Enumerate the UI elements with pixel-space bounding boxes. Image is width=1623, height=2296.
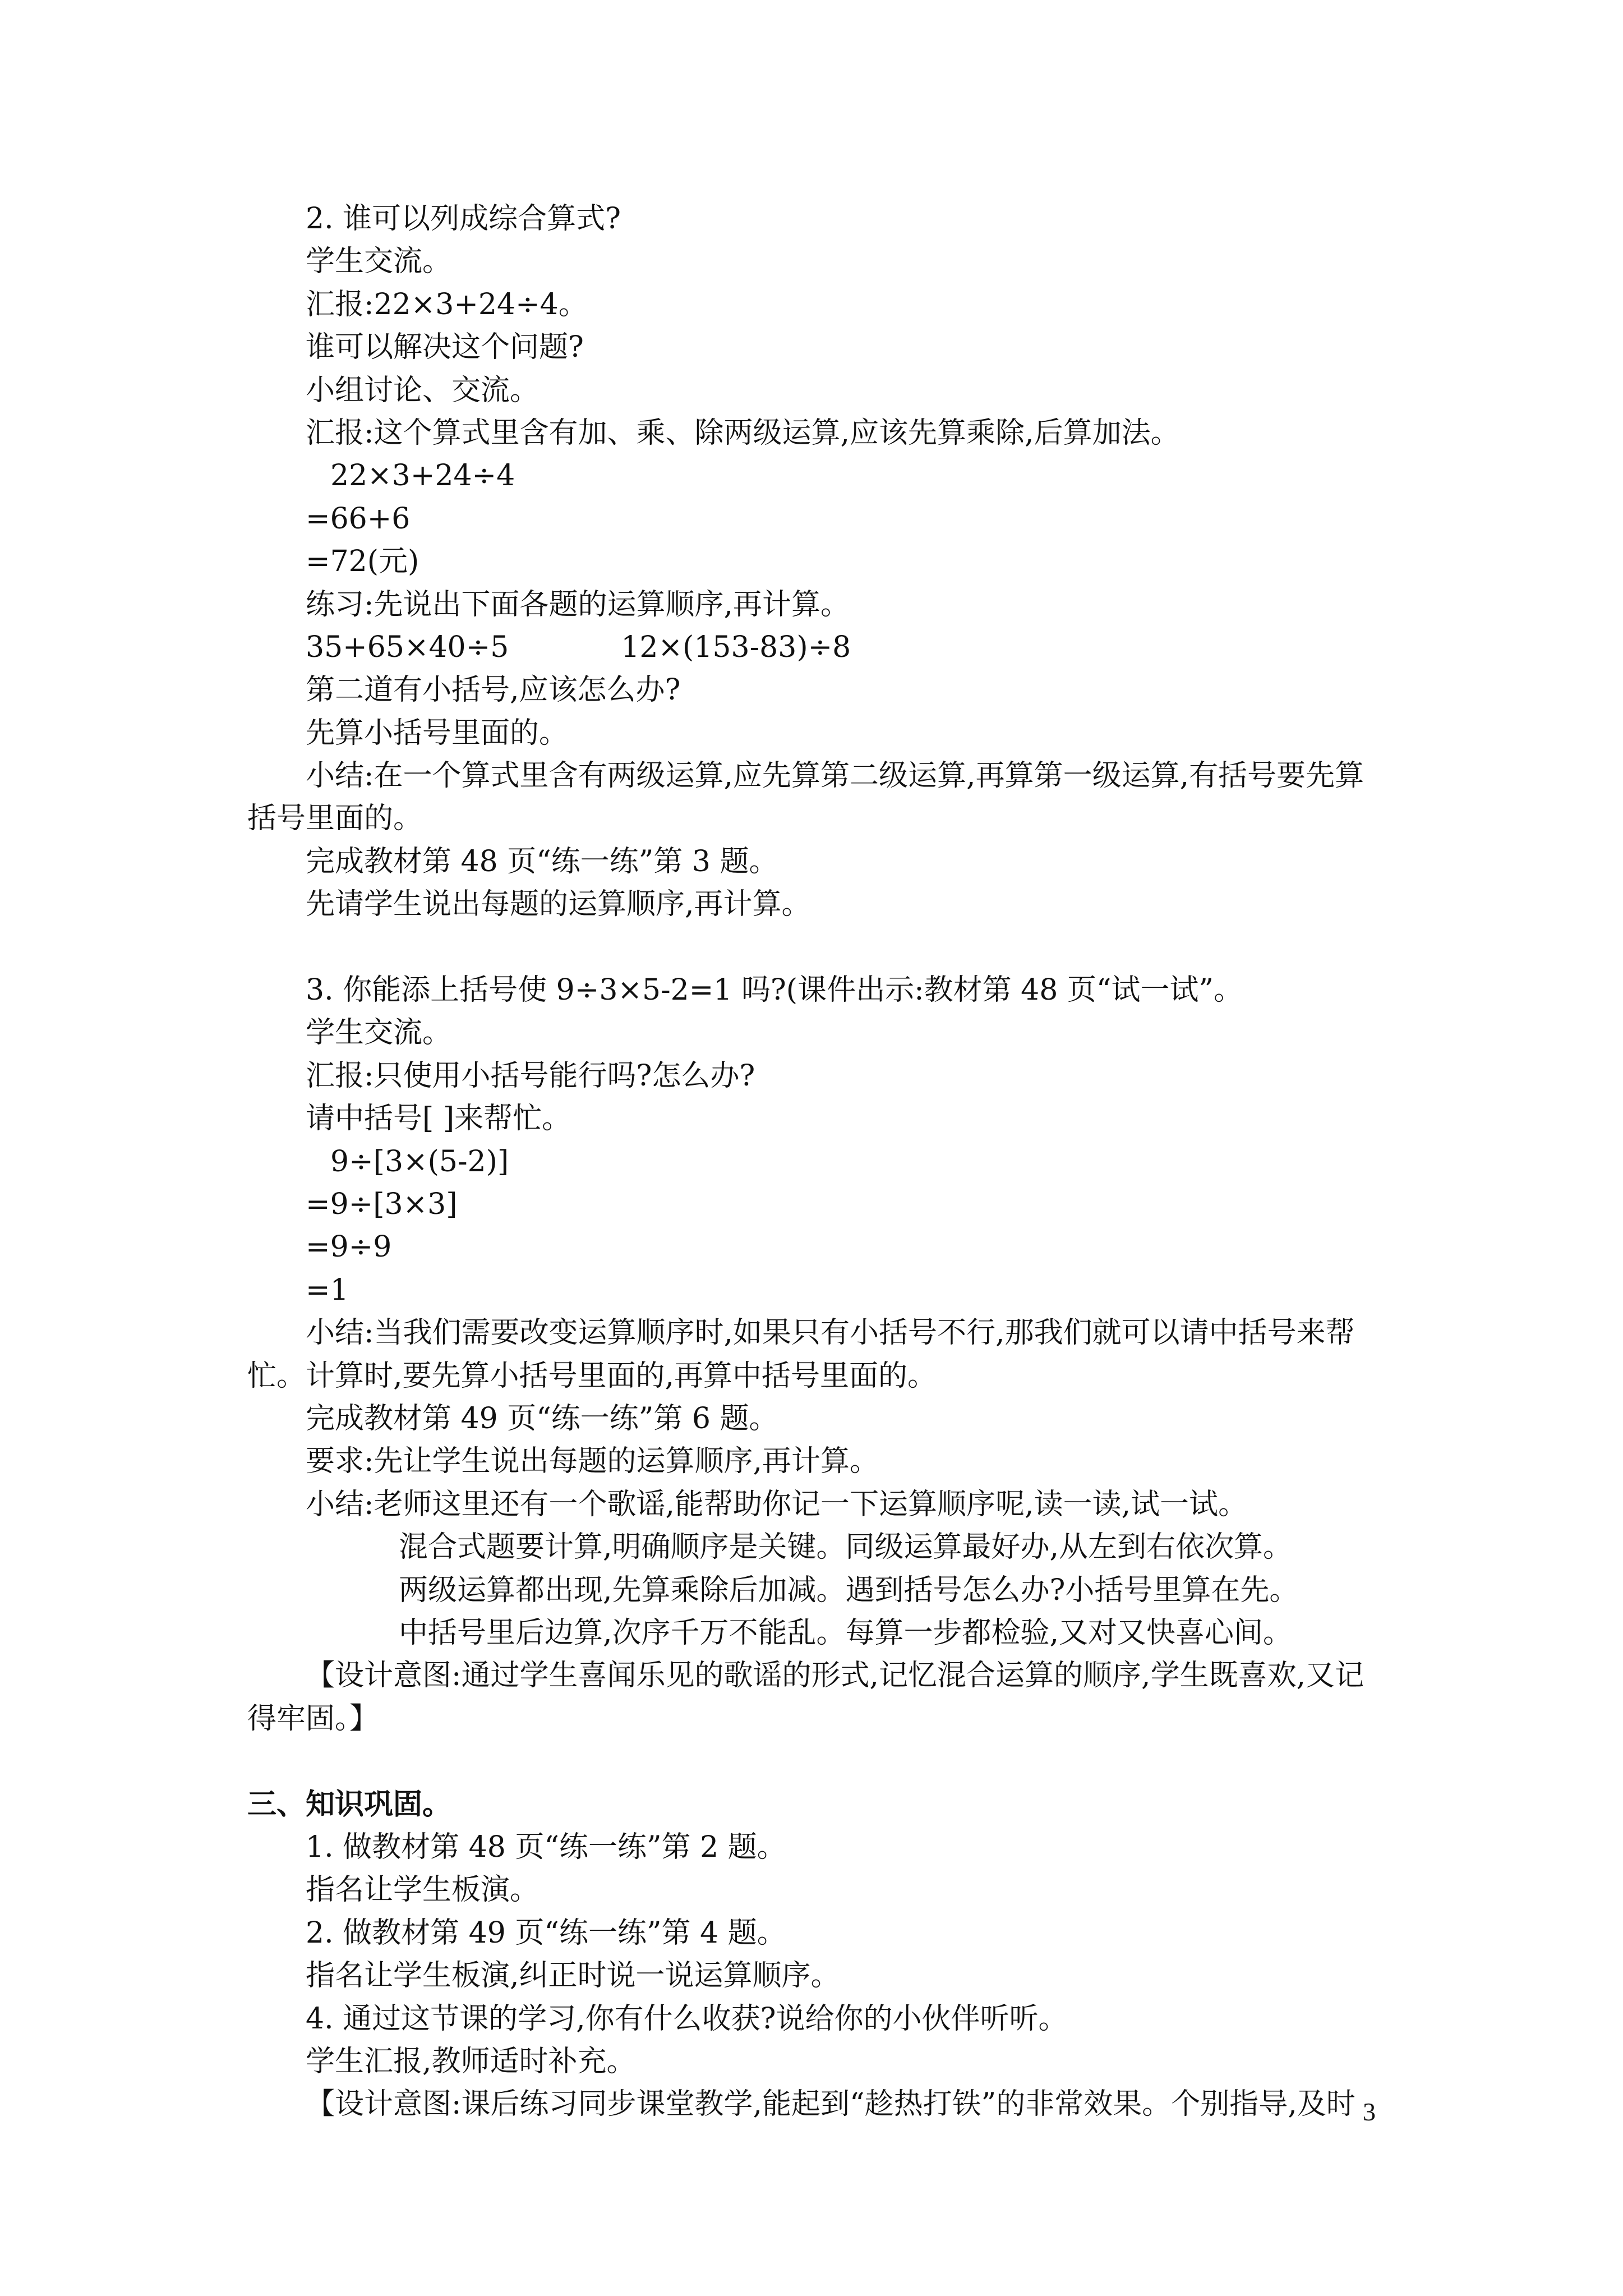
- text-line: 小组讨论、交流。: [306, 373, 540, 407]
- text-line: 小结:老师这里还有一个歌谣,能帮助你记一下运算顺序呢,读一读,试一试。: [306, 1487, 1248, 1521]
- design-intent: 【设计意图:通过学生喜闻乐见的歌谣的形式,记忆混合运算的顺序,学生既喜欢,又记得牢固。】: [247, 1659, 1364, 1736]
- blank-line: [247, 1740, 1391, 1783]
- blank-line: [247, 926, 1391, 969]
- song-line: 两级运算都出现,先算乘除后加减。遇到括号怎么办?小括号里算在先。: [399, 1573, 1299, 1607]
- text-line: 先请学生说出每题的运算顺序,再计算。: [306, 887, 811, 922]
- page-content: [247, 197, 1391, 2126]
- text-line: 谁可以解决这个问题?: [306, 330, 584, 365]
- exercise-line: [247, 626, 1391, 669]
- text-line: 指名让学生板演。: [306, 1873, 540, 1907]
- formula-line: =66+6: [306, 501, 411, 536]
- text-line: 汇报:这个算式里含有加、乘、除两级运算,应该先算乘除,后算加法。: [306, 416, 1180, 450]
- formula-line: =1: [306, 1273, 349, 1307]
- exercise-1: 35+65×40÷5: [306, 630, 509, 664]
- formula-line: 22×3+24÷4: [330, 459, 515, 493]
- text-line: 先算小括号里面的。: [306, 716, 569, 750]
- text-line: 汇报:只使用小括号能行吗?怎么办?: [306, 1059, 755, 1093]
- song-line: 混合式题要计算,明确顺序是关键。同级运算最好办,从左到右依次算。: [399, 1530, 1293, 1565]
- text-line: 要求:先让学生说出每题的运算顺序,再计算。: [306, 1444, 879, 1479]
- formula-line: =72(元): [306, 545, 419, 579]
- text-line: 1. 做教材第 48 页“练一练”第 2 题。: [306, 1830, 786, 1864]
- text-line: 学生汇报,教师适时补充。: [306, 2044, 636, 2078]
- text-line: 4. 通过这节课的学习,你有什么收获?说给你的小伙伴听听。: [306, 2001, 1068, 2036]
- text-line: 请中括号[ ]来帮忙。: [306, 1102, 571, 1136]
- section-heading: 三、知识巩固。: [247, 1787, 452, 1821]
- text-line: 学生交流。: [306, 245, 452, 279]
- exercise-2: 12×(153-83)÷8: [621, 630, 851, 664]
- text-line: 指名让学生板演,纠正时说一说运算顺序。: [306, 1959, 840, 1993]
- question-2: 2. 谁可以列成综合算式?: [306, 202, 621, 236]
- question-3: 3. 你能添上括号使 9÷3×5-2=1 吗?(课件出示:教材第 48 页“试一试”。: [306, 973, 1243, 1007]
- page-number: 3: [1363, 2097, 1376, 2126]
- summary-paragraph: 小结:当我们需要改变运算顺序时,如果只有小括号不行,那我们就可以请中括号来帮忙。计算时,要先算小括号里面的,再算中括号里面的。: [247, 1316, 1355, 1393]
- text-line: 学生交流。: [306, 1016, 452, 1050]
- text-line: 完成教材第 49 页“练一练”第 6 题。: [306, 1402, 778, 1435]
- formula-line: =9÷[3×3]: [306, 1188, 458, 1222]
- formula-line: =9÷9: [306, 1230, 392, 1264]
- text-line: 第二道有小括号,应该怎么办?: [306, 673, 681, 707]
- text-line: 完成教材第 48 页“练一练”第 3 题。: [306, 844, 778, 878]
- summary-paragraph: 小结:在一个算式里含有两级运算,应先算第二级运算,再算第一级运算,有括号要先算括号里面的。: [247, 759, 1364, 836]
- text-line: 2. 做教材第 49 页“练一练”第 4 题。: [306, 1916, 786, 1950]
- text-line: 练习:先说出下面各题的运算顺序,再计算。: [306, 587, 850, 622]
- formula-line: 9÷[3×(5-2)]: [330, 1144, 509, 1179]
- song-line: 中括号里后边算,次序千万不能乱。每算一步都检验,又对又快喜心间。: [399, 1616, 1293, 1650]
- text-line: 汇报:22×3+24÷4。: [306, 287, 588, 321]
- design-intent: 【设计意图:课后练习同步课堂教学,能起到“趁热打铁”的非常效果。个别指导,及时: [306, 2087, 1355, 2122]
